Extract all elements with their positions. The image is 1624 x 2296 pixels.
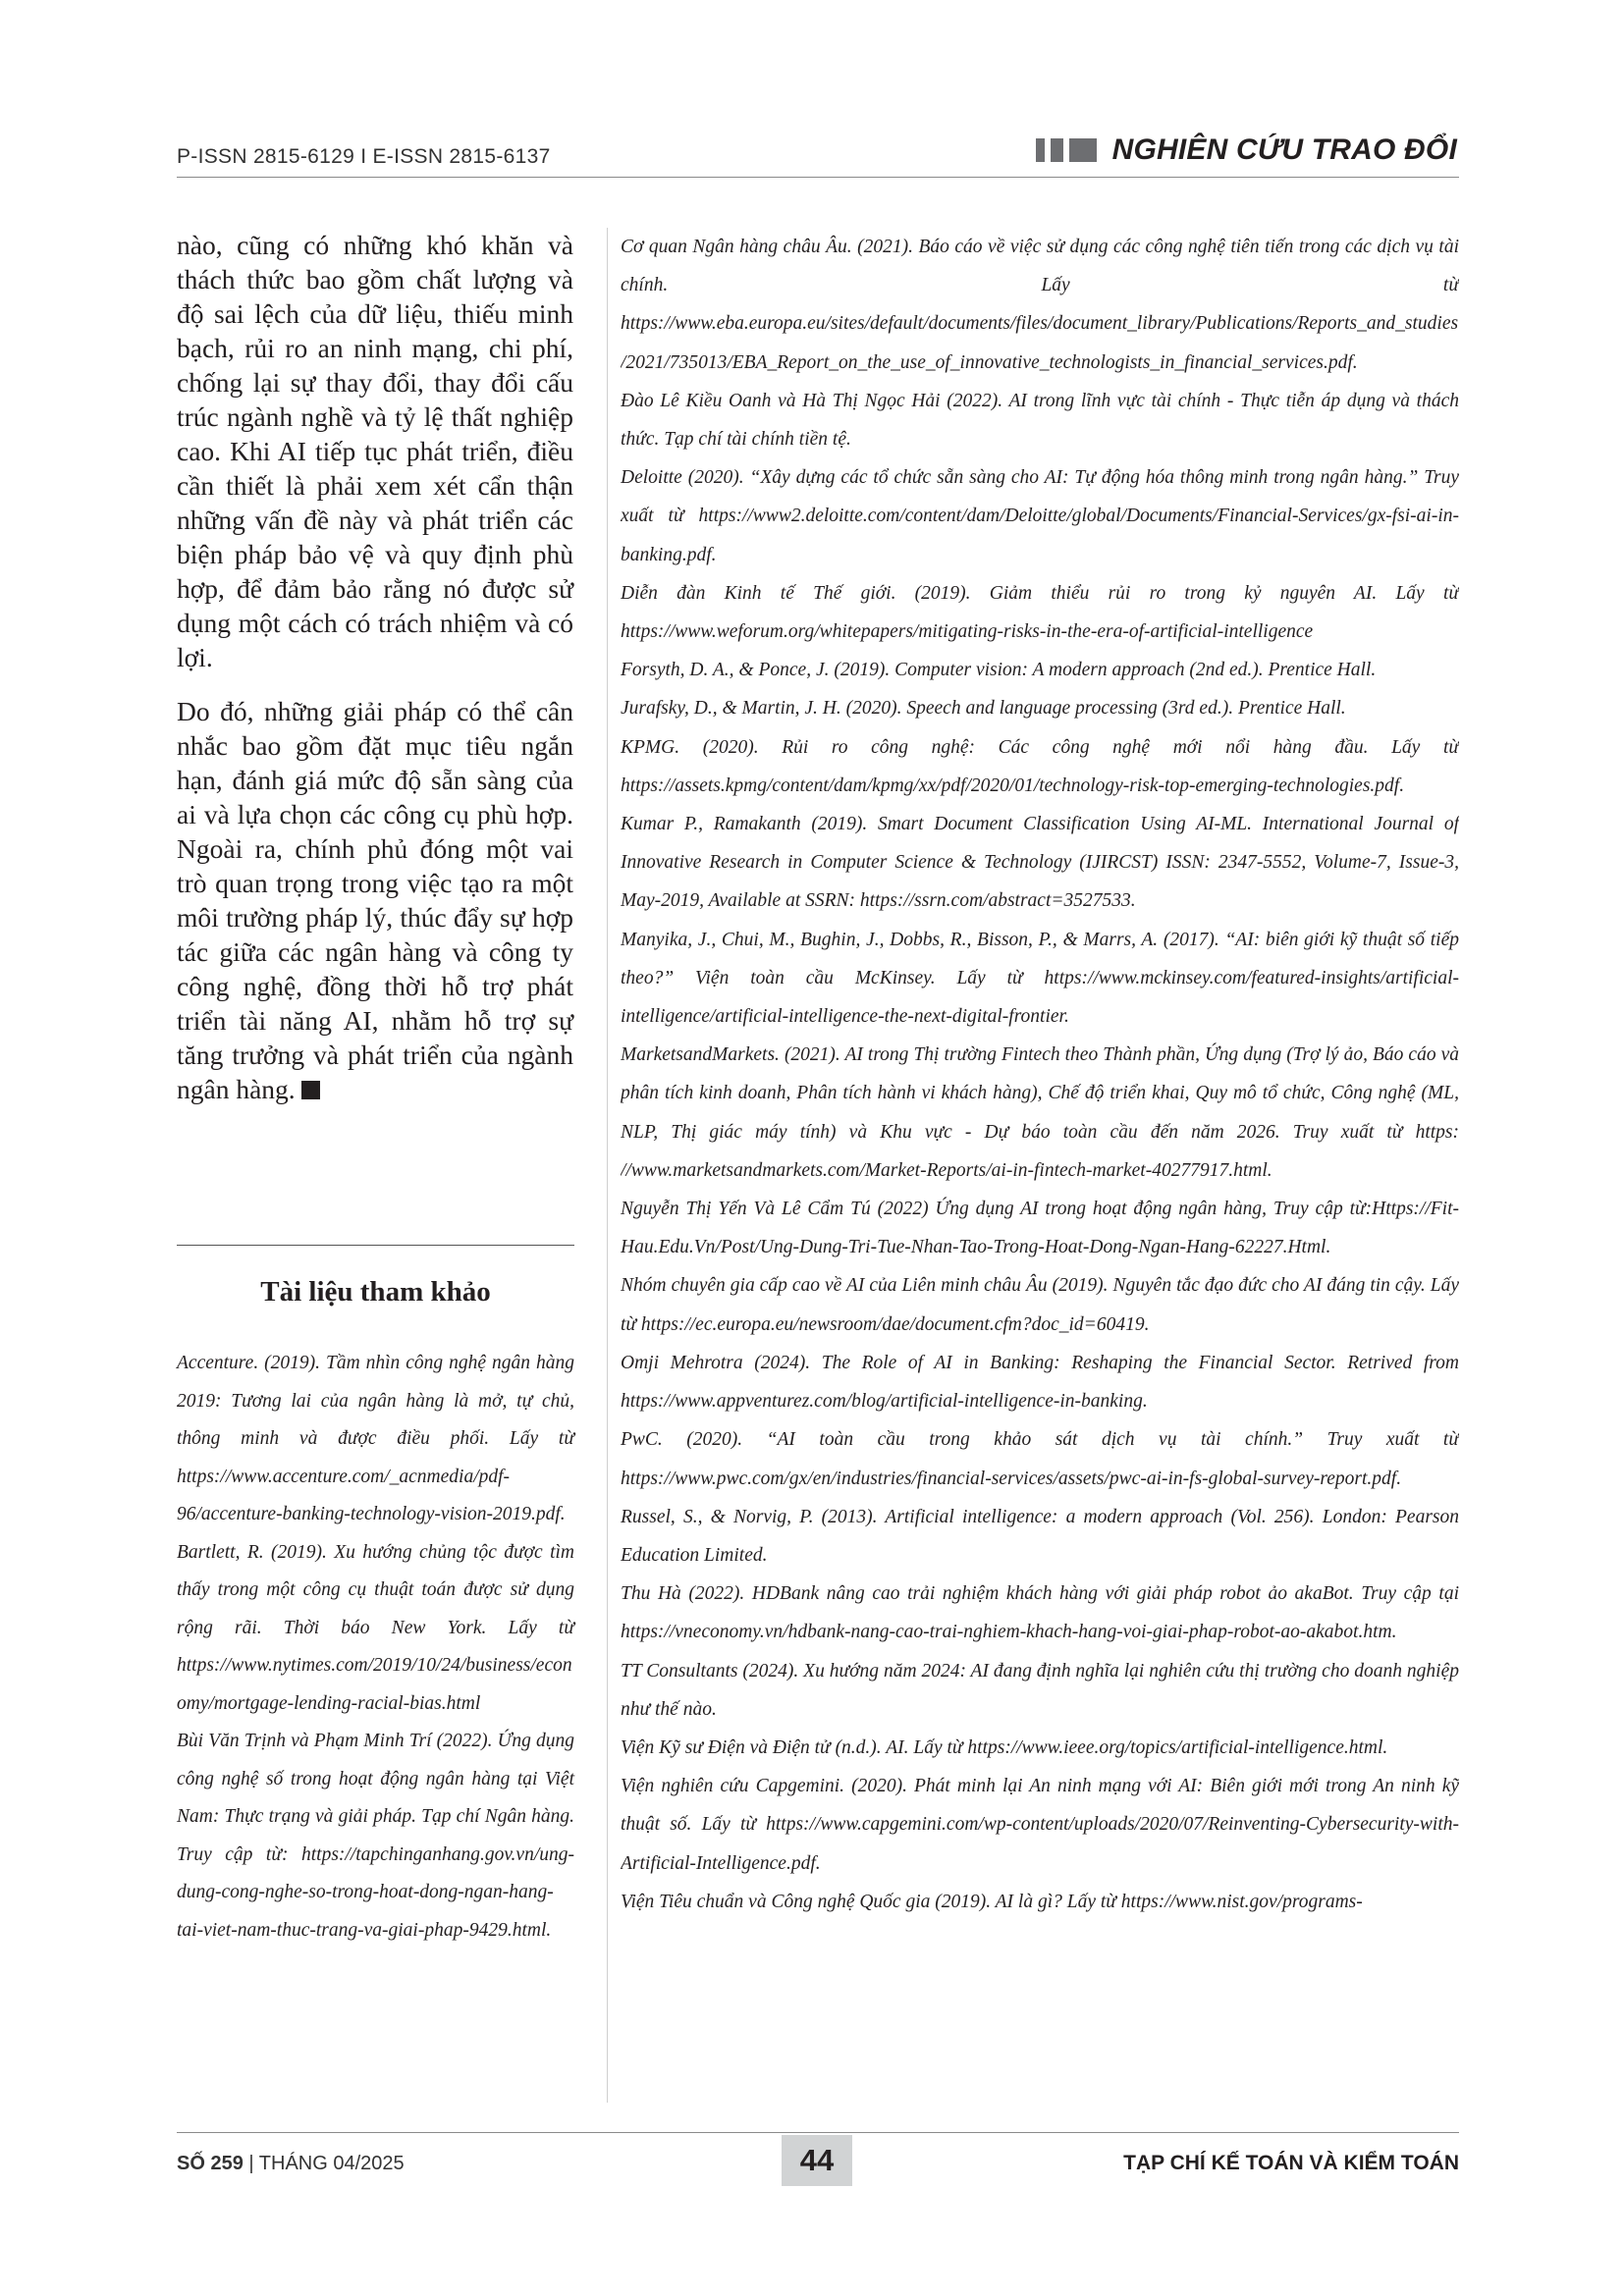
header-section-block xyxy=(1036,133,1457,167)
footer-issue-number: SỐ 259 xyxy=(177,2153,244,2174)
references-divider xyxy=(177,1245,574,1246)
reference-item: MarketsandMarkets. (2021). AI trong Thị trường Fintech theo Thành phần, Ứng dụng (Trợ lý ảo, Báo cáo và phân tích kinh doanh, Phân tích hành vi khách hàng), Chế độ triển khai, Quy mô tổ chức, Công nghệ (ML, NLP, Thị giác máy tính) và Khu vực - Dự báo toàn cầu đến năm 2026. Truy xuất từ https: //www.marketsandmarkets.com/Market-Reports/ai-in-fintech-market-40277917.html. xyxy=(621,1044,1459,1181)
reference-item: Diễn đàn Kinh tế Thế giới. (2019). Giảm thiểu rủi ro trong kỷ nguyên AI. Lấy từ https://www.weforum.org/whitepapers/mitigating-risks-in-the-era-of-artificial-intelligence xyxy=(621,582,1459,643)
footer-journal-name: TẠP CHÍ KẾ TOÁN VÀ KIỂM TOÁN xyxy=(1123,2152,1459,2174)
reference-item: Manyika, J., Chui, M., Bughin, J., Dobbs, R., Bisson, P., & Marrs, A. (2017). “AI: biên giới kỹ thuật số tiếp theo?” Viện toàn cầu McKinsey. Lấy từ https://www.mckinsey.com/featured-insights/artificial-intelligence/artificial-intelligence-the-next-digital-frontier. xyxy=(621,929,1459,1028)
header-bar-decoration xyxy=(1051,138,1063,162)
reference-item: Viện Tiêu chuẩn và Công nghệ Quốc gia (2019). AI là gì? Lấy từ https://www.nist.gov/programs- xyxy=(621,1891,1363,1912)
reference-item: Đào Lê Kiều Oanh và Hà Thị Ngọc Hải (2022). AI trong lĩnh vực tài chính - Thực tiễn áp dụng và thách thức. Tạp chí tài chính tiền tệ. xyxy=(621,390,1459,451)
reference-item: Viện nghiên cứu Capgemini. (2020). Phát minh lại An ninh mạng với AI: Biên giới mới trong An ninh kỹ thuật số. Lấy từ https://www.capgemini.com/wp-content/uploads/2020/07/Reinventing-Cybersecurity-with-Artificial-Intelligence.pdf. xyxy=(621,1776,1459,1874)
reference-item: Russel, S., & Norvig, P. (2013). Artificial intelligence: a modern approach (Vol. 256). London: Pearson Education Limited. xyxy=(621,1506,1459,1566)
reference-item: Cơ quan Ngân hàng châu Âu. (2021). Báo cáo về việc sử dụng các công nghệ tiên tiến trong các dịch vụ tài chính. Lấy từ https://www.eba.europa.eu/sites/default/documents/files/document_library/Publications/Reports_and_studies/2021/735013/EBA_Report_on_the_use_of_innovative_technologists_in_financial_services.pdf. xyxy=(621,237,1459,373)
references-list-left xyxy=(177,1345,574,1949)
reference-item: Omji Mehrotra (2024). The Role of AI in Banking: Reshaping the Financial Sector. Retrived from https://www.appventurez.com/blog/artificial-intelligence-in-banking. xyxy=(621,1352,1459,1413)
reference-item: Viện Kỹ sư Điện và Điện tử (n.d.). AI. Lấy từ https://www.ieee.org/topics/artificial-intelligence.html. xyxy=(621,1736,1388,1758)
header-bar-decoration xyxy=(1069,138,1097,162)
body-paragraph-text: Do đó, những giải pháp có thể cân nhắc bao gồm đặt mục tiêu ngắn hạn, đánh giá mức độ sẵn sàng của ai và lựa chọn các công cụ phù hợp. Ngoài ra, chính phủ đóng một vai trò quan trọng trong việc tạo ra một môi trường pháp lý, thúc đẩy sự hợp tác giữa các ngân hàng và công ty công nghệ, đồng thời hỗ trợ phát triển tài năng AI, nhằm hỗ trợ sự tăng trưởng và phát triển của ngành ngân hàng. xyxy=(177,696,573,1104)
page-number: 44 xyxy=(799,2143,835,2177)
reference-item: TT Consultants (2024). Xu hướng năm 2024: AI đang định nghĩa lại nghiên cứu thị trường cho doanh nghiệp như thế nào. xyxy=(621,1660,1459,1720)
footer-issue-info xyxy=(177,2153,405,2175)
header-section-title: NGHIÊN CỨU TRAO ĐỔI xyxy=(1111,133,1457,166)
reference-item: Nhóm chuyên gia cấp cao về AI của Liên minh châu Âu (2019). Nguyên tắc đạo đức cho AI đáng tin cậy. Lấy từ https://ec.europa.eu/newsroom/dae/document.cfm?doc_id=60419. xyxy=(621,1275,1459,1335)
body-paragraph: nào, cũng có những khó khăn và thách thức bao gồm chất lượng và độ sai lệch của dữ liệu, thiếu minh bạch, rủi ro an ninh mạng, chi phí, chống lại sự thay đổi, thay đổi cấu trúc ngành nghề và tỷ lệ thất nghiệp cao. Khi AI tiếp tục phát triển, điều cần thiết là phải xem xét cẩn thận những vấn đề này và phát triển các biện pháp bảo vệ và quy định phù hợp, để đảm bảo rằng nó được sử dụng một cách có trách nhiệm và có lợi. xyxy=(177,230,573,672)
reference-item: Bartlett, R. (2019). Xu hướng chủng tộc được tìm thấy trong một công cụ thuật toán được sử dụng rộng rãi. Thời báo New York. Lấy từ https://www.nytimes.com/2019/10/24/business/economy/mortgage-lending-racial-bias.html xyxy=(177,1541,574,1714)
header-bar-decoration xyxy=(1036,138,1045,162)
header-issn: P-ISSN 2815-6129 I E-ISSN 2815-6137 xyxy=(177,145,551,168)
reference-item: Bùi Văn Trịnh và Phạm Minh Trí (2022). Ứng dụng công nghệ số trong hoạt động ngân hàng tại Việt Nam: Thực trạng và giải pháp. Tạp chí Ngân hàng. Truy cập từ: https://tapchinganhang.gov.vn/ung-dung-cong-nghe-so-trong-hoat-dong-ngan-hang-tai-viet-nam-thuc-trang-va-giai-phap-9429.html. xyxy=(177,1731,574,1941)
footer-divider xyxy=(177,2132,1459,2133)
reference-item: Kumar P., Ramakanth (2019). Smart Document Classification Using AI-ML. International Journal of Innovative Research in Computer Science & Technology (IJIRCST) ISSN: 2347-5552, Volume-7, Issue-3, May-2019, Available at SSRN: https://ssrn.com/abstract=3527533. xyxy=(621,814,1459,912)
reference-item: Jurafsky, D., & Martin, J. H. (2020). Speech and language processing (3rd ed.). Prentice Hall. xyxy=(621,698,1346,720)
footer-issue-month: | THÁNG 04/2025 xyxy=(248,2153,405,2174)
reference-item: KPMG. (2020). Rủi ro công nghệ: Các công nghệ mới nổi hàng đầu. Lấy từ https://assets.kpmg/content/dam/kpmg/xx/pdf/2020/01/technology-risk-top-emerging-technologies.pdf. xyxy=(621,736,1459,796)
reference-item: Deloitte (2020). “Xây dựng các tổ chức sẵn sàng cho AI: Tự động hóa thông minh trong ngân hàng.” Truy xuất từ https://www2.deloitte.com/content/dam/Deloitte/global/Documents/Financial-Services/gx-fsi-ai-in-banking.pdf. xyxy=(621,467,1459,565)
reference-item: Nguyễn Thị Yến Và Lê Cẩm Tú (2022) Ứng dụng AI trong hoạt động ngân hàng, Truy cập từ:Https://Fit-Hau.Edu.Vn/Post/Ung-Dung-Tri-Tue-Nhan-Tao-Trong-Hoat-Dong-Ngan-Hang-62227.Html. xyxy=(621,1199,1459,1258)
reference-item: PwC. (2020). “AI toàn cầu trong khảo sát dịch vụ tài chính.” Truy xuất từ https://www.pwc.com/gx/en/industries/financial-services/assets/pwc-ai-in-fs-global-survey-report.pdf. xyxy=(621,1429,1459,1489)
references-list-right xyxy=(621,228,1459,2103)
body-paragraph-final xyxy=(177,694,573,1106)
reference-item: Forsyth, D. A., & Ponce, J. (2019). Computer vision: A modern approach (2nd ed.). Prentice Hall. xyxy=(621,660,1377,681)
page-number-box xyxy=(782,2135,852,2186)
references-title: Tài liệu tham khảo xyxy=(260,1276,491,1308)
reference-item: Accenture. (2019). Tầm nhìn công nghệ ngân hàng 2019: Tương lai của ngân hàng là mở, tự chủ, thông minh và được điều phối. Lấy từ https://www.accenture.com/_acnmedia/pdf-96/accenture-banking-technology-vision-2019.pdf. xyxy=(177,1353,574,1524)
end-mark-icon xyxy=(301,1081,320,1099)
body-column xyxy=(177,228,573,1126)
header-divider xyxy=(177,177,1459,178)
reference-item: Thu Hà (2022). HDBank nâng cao trải nghiệm khách hàng với giải pháp robot ảo akaBot. Truy cập tại https://vneconomy.vn/hdbank-nang-cao-trai-nghiem-khach-hang-voi-giai-phap-robot-ao-akabot.htm. xyxy=(621,1583,1459,1643)
column-divider xyxy=(607,228,608,2103)
